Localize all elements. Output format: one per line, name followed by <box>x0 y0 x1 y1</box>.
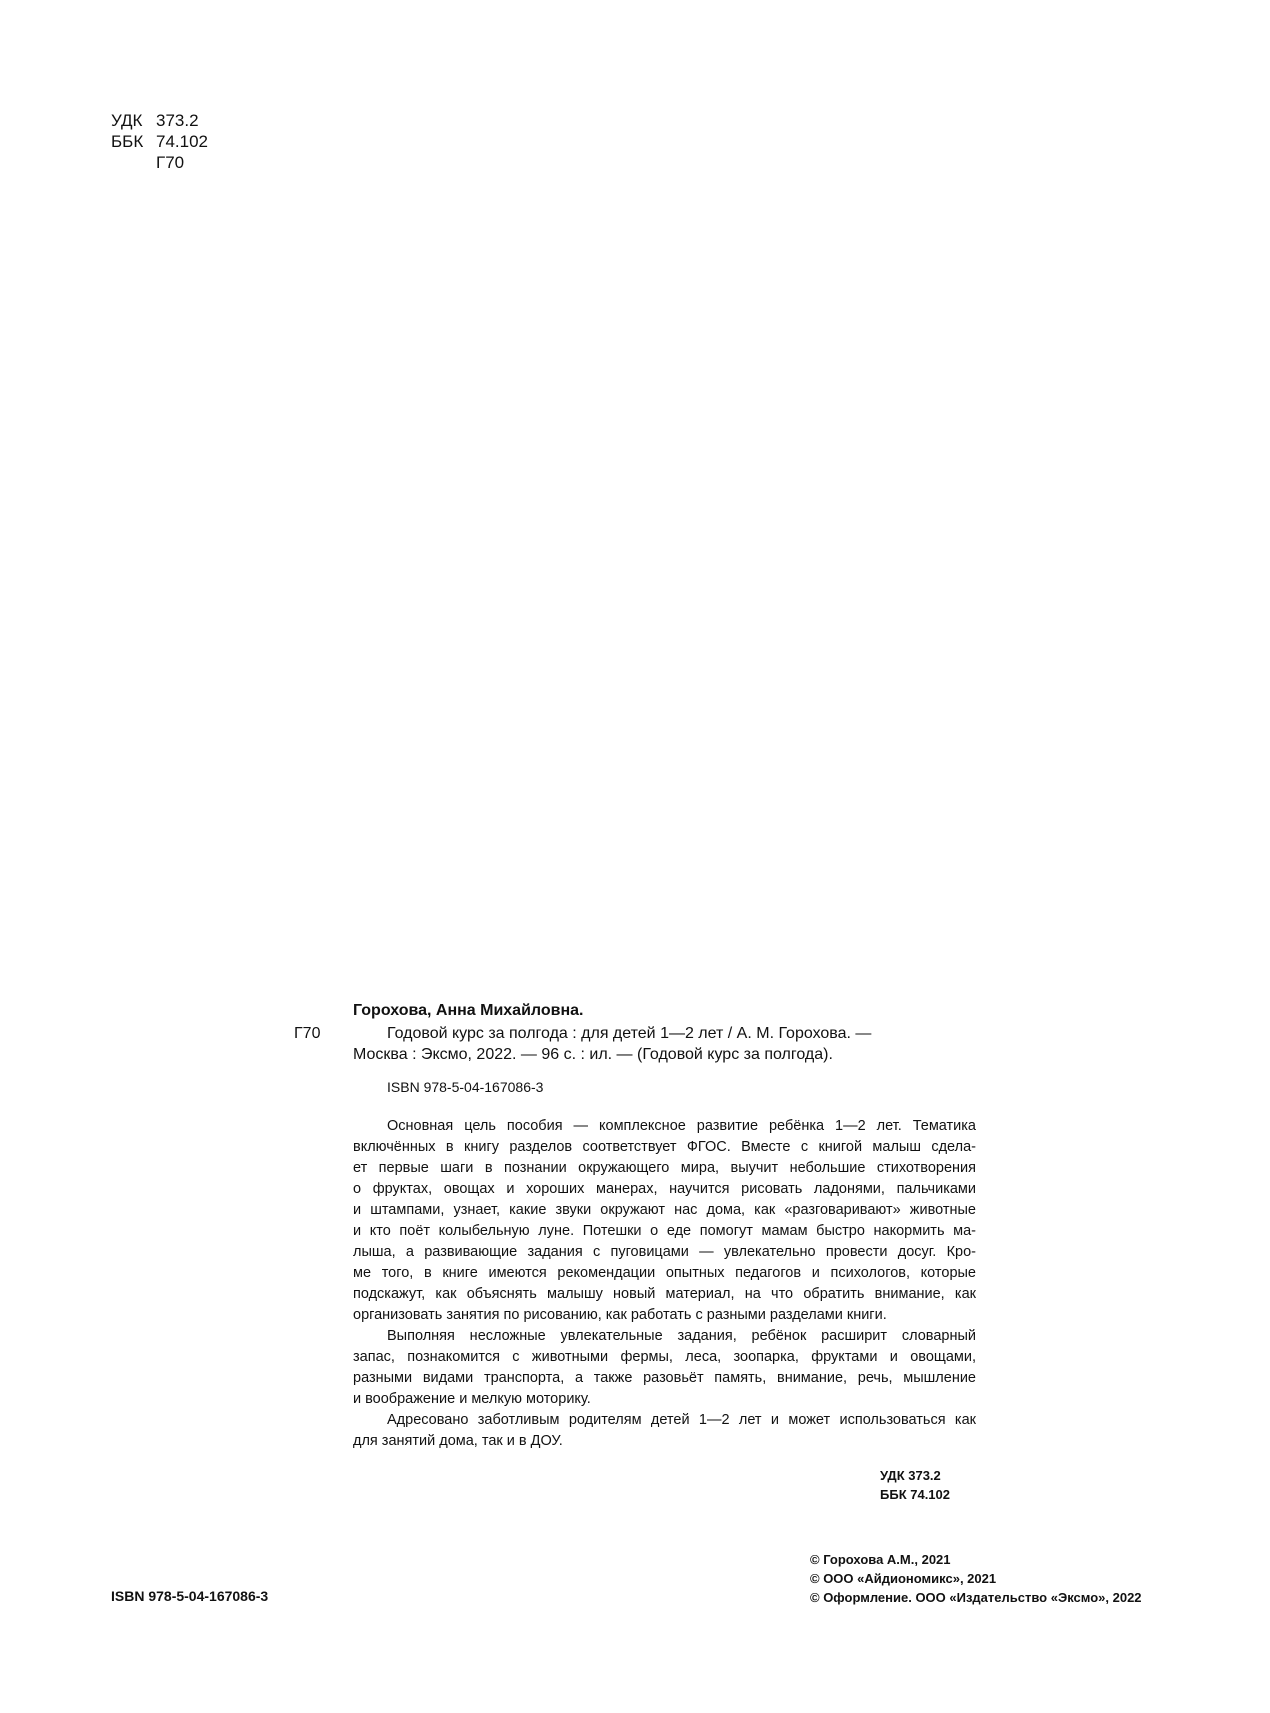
abstract-line: Адресовано заботливым родителям детей 1—2 лет и может использоваться как <box>387 1412 976 1428</box>
abstract-line: организовать занятия по рисованию, как работать с разными разделами книги. <box>353 1307 887 1323</box>
card-codes <box>880 1466 976 1504</box>
bbk-label: ББК <box>111 132 144 151</box>
card-abstract <box>353 1116 976 1452</box>
author-mark-row <box>111 152 208 173</box>
card-title-line-1: Годовой курс за полгода : для детей 1—2 лет / А. М. Горохова. — <box>387 1025 872 1042</box>
udk-row <box>111 110 208 131</box>
abstract-line: о фруктах, овощах и хороших манерах, научится рисовать ладонями, пальчиками <box>353 1181 976 1197</box>
copyright-line: © ООО «Айдиономикс», 2021 <box>810 1571 997 1586</box>
card-author-mark: Г70 <box>294 1025 321 1042</box>
bbk-value: 74.102 <box>156 132 208 151</box>
udk-label: УДК <box>111 111 143 130</box>
abstract-line: включённых в книгу разделов соответствует ФГОС. Вместе с книгой малыш сдела- <box>353 1139 976 1155</box>
card-title-line-2: Москва : Эксмо, 2022. — 96 с. : ил. — (Годовой курс за полгода). <box>353 1046 833 1063</box>
abstract-line: и штампами, узнает, какие звуки окружают нас дома, как «разговаривают» животные <box>353 1202 976 1218</box>
abstract-line: разными видами транспорта, а также разовьёт память, внимание, речь, мышление <box>353 1370 976 1386</box>
abstract-line: ме того, в книге имеются рекомендации опытных педагогов и психологов, которые <box>353 1265 976 1281</box>
udk-value: 373.2 <box>156 111 199 130</box>
copyright-line: © Горохова А.М., 2021 <box>810 1552 951 1567</box>
bbk-row <box>111 131 208 152</box>
card-author: Горохова, Анна Михайловна. <box>353 1002 584 1019</box>
author-mark: Г70 <box>156 153 185 172</box>
copyright-line: © Оформление. ООО «Издательство «Эксмо», 2022 <box>810 1590 1142 1605</box>
card-udk: УДК 373.2 <box>880 1468 941 1483</box>
classification-block <box>111 110 208 173</box>
abstract-line: подскажут, как объяснять малышу новый материал, на что обратить внимание, как <box>353 1286 976 1302</box>
abstract-line: и кто поёт колыбельную луне. Потешки о еде помогут мамам быстро накормить ма- <box>353 1223 976 1239</box>
copyright-block <box>810 1550 1142 1607</box>
bottom-isbn: ISBN 978-5-04-167086-3 <box>111 1588 269 1604</box>
abstract-line: лыша, а развивающие задания с пуговицами — увлекательно провести досуг. Кро- <box>353 1244 976 1260</box>
abstract-line: и воображение и мелкую моторику. <box>353 1391 591 1407</box>
abstract-line: ет первые шаги в познании окружающего мира, выучит небольшие стихотворения <box>353 1160 976 1176</box>
card-isbn: ISBN 978-5-04-167086-3 <box>387 1079 544 1095</box>
abstract-line: запас, познакомится с животными фермы, леса, зоопарка, фруктами и овощами, <box>353 1349 976 1365</box>
abstract-line: Основная цель пособия — комплексное развитие ребёнка 1—2 лет. Тематика <box>387 1118 976 1134</box>
abstract-line: Выполняя несложные увлекательные задания, ребёнок расширит словарный <box>387 1328 976 1344</box>
card-bbk: ББК 74.102 <box>880 1487 950 1502</box>
abstract-line: для занятий дома, так и в ДОУ. <box>353 1433 563 1449</box>
library-card <box>353 1000 976 1452</box>
